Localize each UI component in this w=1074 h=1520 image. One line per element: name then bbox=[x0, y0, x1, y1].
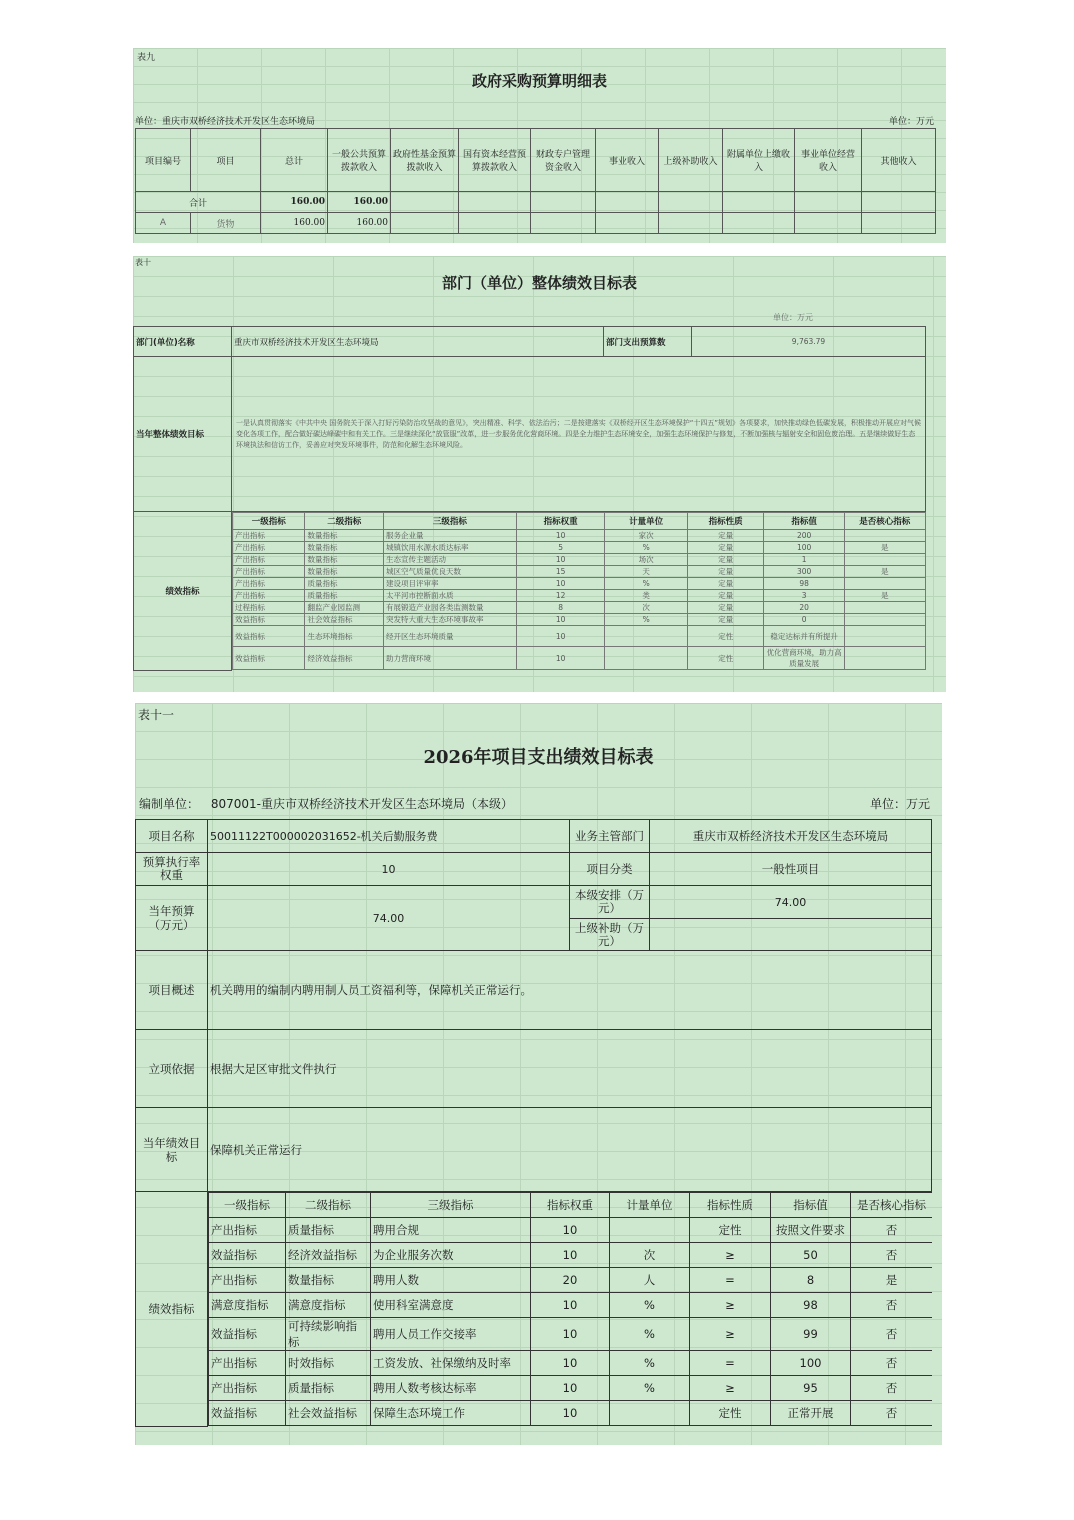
sheet-table10 bbox=[133, 256, 946, 692]
indicator-cell: 突发特大重大生态环境事故率 bbox=[383, 614, 516, 626]
column-header: 财政专户管理资金收入 bbox=[531, 129, 596, 192]
indicator-cell: 满意度指标 bbox=[286, 1293, 371, 1318]
column-header: 事业收入 bbox=[596, 129, 659, 192]
column-header: 是否核心指标 bbox=[851, 1193, 932, 1218]
indicator-cell: 10 bbox=[516, 626, 605, 647]
indicator-cell: 场次 bbox=[605, 554, 688, 566]
table-row bbox=[233, 647, 926, 670]
indicator-cell: 按照文件要求 bbox=[771, 1218, 851, 1243]
indicator-cell: 服务企业量 bbox=[383, 530, 516, 542]
indicator-cell: 定性 bbox=[690, 1401, 771, 1426]
indicator-cell: 助力营商环境 bbox=[383, 647, 516, 670]
category-label: 项目分类 bbox=[570, 853, 650, 886]
column-header: 一般公共预算拨款收入 bbox=[328, 129, 391, 192]
indicator-cell bbox=[610, 1218, 690, 1243]
indicator-cell: 产出指标 bbox=[209, 1351, 286, 1376]
indicator-cell: 可持续影响指标 bbox=[286, 1318, 371, 1351]
indicator-cell: 10 bbox=[531, 1243, 610, 1268]
table-row bbox=[233, 602, 926, 614]
table-row bbox=[233, 590, 926, 602]
column-header: 国有资本经营预算拨款收入 bbox=[459, 129, 531, 192]
table-row bbox=[209, 1293, 932, 1318]
indicator-cell: 200 bbox=[764, 530, 845, 542]
indicator-cell: 98 bbox=[764, 578, 845, 590]
indicator-cell: % bbox=[610, 1376, 690, 1401]
indicator-cell: 经济效益指标 bbox=[286, 1243, 371, 1268]
indicator-cell: 家次 bbox=[605, 530, 688, 542]
project-name-row bbox=[136, 820, 932, 853]
overview-value: 机关聘用的编制内聘用制人员工资福利等，保障机关正常运行。 bbox=[208, 951, 932, 1030]
table-row bbox=[233, 566, 926, 578]
indicator-cell: 产出指标 bbox=[233, 578, 305, 590]
indicator-cell: 工资发放、社保缴纳及时率 bbox=[371, 1351, 531, 1376]
indicator-cell: 否 bbox=[851, 1293, 932, 1318]
indicator-cell: 产出指标 bbox=[209, 1376, 286, 1401]
indicator-cell: = bbox=[690, 1351, 771, 1376]
item-general: 160.00 bbox=[328, 213, 391, 234]
indicator-cell: 优化营商环境，助力高质量发展 bbox=[764, 647, 845, 670]
indicator-cell: 100 bbox=[771, 1351, 851, 1376]
local-label: 本级安排（万元） bbox=[570, 886, 650, 919]
goal-label: 当年整体绩效目标 bbox=[134, 357, 232, 512]
table-header-row bbox=[209, 1193, 932, 1218]
upper-value bbox=[650, 919, 932, 951]
indicator-cell: 产出指标 bbox=[209, 1218, 286, 1243]
indicator-cell: 定性 bbox=[687, 626, 763, 647]
indicator-cell: % bbox=[610, 1318, 690, 1351]
local-value: 74.00 bbox=[650, 886, 932, 919]
indicator-cell bbox=[605, 647, 688, 670]
indicator-cell: 10 bbox=[531, 1401, 610, 1426]
exec-weight-label: 预算执行率权重 bbox=[136, 853, 208, 886]
budget-label: 当年预算（万元） bbox=[136, 886, 208, 951]
indicator-cell: % bbox=[610, 1351, 690, 1376]
column-header: 二级指标 bbox=[305, 513, 384, 530]
page-title: 2026年项目支出绩效目标表 bbox=[423, 747, 654, 768]
indicator-cell: 是 bbox=[844, 542, 925, 554]
budget-row bbox=[136, 886, 932, 919]
indicator-cell: 50 bbox=[771, 1243, 851, 1268]
unit-label: 单位：重庆市双桥经济技术开发区生态环境局 bbox=[135, 117, 316, 127]
table-row bbox=[233, 530, 926, 542]
indicator-cell: 聘用人数 bbox=[371, 1268, 531, 1293]
column-header: 三级指标 bbox=[383, 513, 516, 530]
indicator-cell: 8 bbox=[771, 1268, 851, 1293]
indicator-cell: 质量指标 bbox=[305, 590, 384, 602]
exec-weight-value: 10 bbox=[208, 853, 570, 886]
indicator-cell: 翻监产业园监测 bbox=[305, 602, 384, 614]
column-header: 三级指标 bbox=[371, 1193, 531, 1218]
indicator-cell: 建设项目评审率 bbox=[383, 578, 516, 590]
indicator-cell: 效益指标 bbox=[233, 614, 305, 626]
indicator-cell: 保障生态环境工作 bbox=[371, 1401, 531, 1426]
overview-label: 项目概述 bbox=[136, 951, 208, 1030]
total-value: 160.00 bbox=[261, 192, 328, 213]
indicator-cell: 否 bbox=[851, 1351, 932, 1376]
unit-label bbox=[139, 795, 513, 812]
indicator-cell: 数量指标 bbox=[286, 1268, 371, 1293]
indicator-cell: 生态宣传主题活动 bbox=[383, 554, 516, 566]
indicator-cell: 产出指标 bbox=[209, 1268, 286, 1293]
indicator-cell: 生态环境指标 bbox=[305, 626, 384, 647]
goal-value: 保障机关正常运行 bbox=[208, 1108, 932, 1192]
indicator-cell: 为企业服务次数 bbox=[371, 1243, 531, 1268]
budget-value: 74.00 bbox=[208, 886, 570, 951]
indicator-cell: 稳定达标并有所提升 bbox=[764, 626, 845, 647]
indicator-cell: 20 bbox=[764, 602, 845, 614]
indicator-cell: 产出指标 bbox=[233, 566, 305, 578]
currency-unit: 单位：万元 bbox=[773, 313, 813, 322]
column-header: 是否核心指标 bbox=[844, 513, 925, 530]
indicator-cell bbox=[844, 647, 925, 670]
indicators-label: 绩效指标 bbox=[136, 1192, 208, 1427]
project-name-label: 项目名称 bbox=[136, 820, 208, 853]
indicator-cell: 聘用人数考核达标率 bbox=[371, 1376, 531, 1401]
indicator-cell: 社会效益指标 bbox=[305, 614, 384, 626]
indicators-row bbox=[136, 1192, 932, 1427]
table-row bbox=[209, 1351, 932, 1376]
table-header-row bbox=[136, 129, 936, 192]
dept-label: 部门(单位)名称 bbox=[134, 327, 232, 357]
sheet-tag: 表十一 bbox=[138, 708, 175, 722]
total-label: 合计 bbox=[136, 192, 261, 213]
indicator-cell: 质量指标 bbox=[286, 1218, 371, 1243]
dept-row bbox=[134, 327, 926, 357]
goal-text: 一是认真贯彻落实《中共中央 国务院关于深入打好污染防治攻坚战的意见》，突出精准、科学、依法治污；二是按建落实《双桥经开区生态环境保护“十四五”规划》各项要求，加快推动绿色低碳发展，积极推动开展应对气候变化各项工作，配合做好碳达峰碳中和有关工作。三是继续深化“放管服”改革，进一步服务优化营商环境。四是全力维护生态环境安全，加强生态环境保护与修复，不断加强核与辐射安全和固危废治理。五是继续做好生态环境执法和信访工作，妥善应对突发环境事件，防范和化解生态环境风险。 bbox=[232, 357, 926, 512]
page-title: 部门（单位）整体绩效目标表 bbox=[441, 274, 637, 292]
indicator-cell: 次 bbox=[605, 602, 688, 614]
column-header: 指标值 bbox=[764, 513, 845, 530]
indicator-cell: 太平河市控断面水质 bbox=[383, 590, 516, 602]
column-header: 指标性质 bbox=[690, 1193, 771, 1218]
unit-left-value: 807001-重庆市双桥经济技术开发区生态环境局（本级） bbox=[210, 797, 513, 811]
indicator-cell bbox=[605, 626, 688, 647]
column-header: 政府性基金预算拨款收入 bbox=[391, 129, 459, 192]
indicator-cell: 否 bbox=[851, 1243, 932, 1268]
indicator-cell: 聘用合规 bbox=[371, 1218, 531, 1243]
basis-value: 根据大足区审批文件执行 bbox=[208, 1030, 932, 1108]
sheet-table9 bbox=[133, 48, 946, 243]
basis-row bbox=[136, 1030, 932, 1108]
indicator-cell: 经济效益指标 bbox=[305, 647, 384, 670]
indicator-cell bbox=[844, 554, 925, 566]
indicator-cell: 定量 bbox=[687, 554, 763, 566]
table-row bbox=[209, 1243, 932, 1268]
indicator-cell: 定量 bbox=[687, 590, 763, 602]
indicator-cell: 定性 bbox=[690, 1218, 771, 1243]
indicator-cell: 使用科室满意度 bbox=[371, 1293, 531, 1318]
column-header: 计量单位 bbox=[610, 1193, 690, 1218]
column-header: 总计 bbox=[261, 129, 328, 192]
dept-value: 重庆市双桥经济技术开发区生态环境局 bbox=[232, 327, 604, 357]
indicator-cell: 8 bbox=[516, 602, 605, 614]
indicator-cell: 次 bbox=[610, 1243, 690, 1268]
exec-weight-row bbox=[136, 853, 932, 886]
indicator-cell: = bbox=[690, 1268, 771, 1293]
table-row bbox=[209, 1268, 932, 1293]
dept-label: 业务主管部门 bbox=[570, 820, 650, 853]
indicator-cell: 10 bbox=[516, 554, 605, 566]
indicator-cell: 300 bbox=[764, 566, 845, 578]
indicator-cell: 产出指标 bbox=[233, 590, 305, 602]
indicator-cell: 是 bbox=[844, 566, 925, 578]
indicator-cell: 10 bbox=[531, 1218, 610, 1243]
basis-label: 立项依据 bbox=[136, 1030, 208, 1108]
goal-label: 当年绩效目标 bbox=[136, 1108, 208, 1192]
indicator-cell bbox=[844, 614, 925, 626]
sheet-tag: 表九 bbox=[137, 53, 156, 63]
unit-left-label: 编制单位： bbox=[139, 797, 200, 811]
indicator-table bbox=[232, 512, 926, 670]
indicator-cell: 数量指标 bbox=[305, 530, 384, 542]
table-row bbox=[233, 554, 926, 566]
overview-row bbox=[136, 951, 932, 1030]
indicator-cell: 效益指标 bbox=[209, 1401, 286, 1426]
page-title: 政府采购预算明细表 bbox=[471, 72, 607, 90]
currency-unit: 单位：万元 bbox=[869, 797, 930, 811]
indicator-cell: 1 bbox=[764, 554, 845, 566]
indicator-cell: 是 bbox=[851, 1268, 932, 1293]
column-header: 其他收入 bbox=[862, 129, 936, 192]
indicator-cell bbox=[844, 530, 925, 542]
table-row bbox=[233, 578, 926, 590]
indicator-cell: 社会效益指标 bbox=[286, 1401, 371, 1426]
item-code: A bbox=[136, 213, 191, 234]
indicator-cell: 经开区生态环境质量 bbox=[383, 626, 516, 647]
indicator-cell: 质量指标 bbox=[305, 578, 384, 590]
general-value: 160.00 bbox=[328, 192, 391, 213]
indicator-cell: 定量 bbox=[687, 566, 763, 578]
upper-label: 上级补助（万元） bbox=[570, 919, 650, 951]
indicator-cell: 3 bbox=[764, 590, 845, 602]
indicator-cell: 质量指标 bbox=[286, 1376, 371, 1401]
column-header: 项目编号 bbox=[136, 129, 191, 192]
indicators-label: 绩效指标 bbox=[134, 512, 232, 671]
budget-label: 部门支出预算数 bbox=[604, 327, 692, 357]
table-row bbox=[209, 1401, 932, 1426]
indicator-cell: 效益指标 bbox=[233, 647, 305, 670]
column-header: 指标权重 bbox=[531, 1193, 610, 1218]
column-header: 指标值 bbox=[771, 1193, 851, 1218]
sheet-table11 bbox=[135, 703, 942, 1445]
indicator-cell: 效益指标 bbox=[209, 1243, 286, 1268]
indicator-cell: 10 bbox=[531, 1293, 610, 1318]
currency-unit: 单位：万元 bbox=[888, 117, 934, 127]
goal-row bbox=[134, 357, 926, 512]
indicator-cell: ≥ bbox=[690, 1243, 771, 1268]
indicator-cell: 20 bbox=[531, 1268, 610, 1293]
column-header: 上级补助收入 bbox=[659, 129, 723, 192]
project-name-value: 50011122T000002031652-机关后勤服务费 bbox=[208, 820, 570, 853]
indicator-cell: 定量 bbox=[687, 614, 763, 626]
table-row bbox=[209, 1376, 932, 1401]
sheet-tag: 表十 bbox=[135, 258, 151, 267]
indicator-table bbox=[208, 1192, 932, 1426]
indicators-row bbox=[134, 512, 926, 671]
indicator-cell: 满意度指标 bbox=[209, 1293, 286, 1318]
column-header: 事业单位经营收入 bbox=[795, 129, 862, 192]
column-header: 附属单位上缴收入 bbox=[723, 129, 795, 192]
table-row bbox=[209, 1218, 932, 1243]
column-header: 一级指标 bbox=[233, 513, 305, 530]
indicator-cell: % bbox=[605, 578, 688, 590]
indicator-cell: 是 bbox=[844, 590, 925, 602]
indicator-cell: ≥ bbox=[690, 1376, 771, 1401]
indicator-cell: 类 bbox=[605, 590, 688, 602]
indicator-cell: 数量指标 bbox=[305, 566, 384, 578]
indicator-cell: 定量 bbox=[687, 578, 763, 590]
indicator-cell: 产出指标 bbox=[233, 530, 305, 542]
table-header-row bbox=[233, 513, 926, 530]
column-header: 计量单位 bbox=[605, 513, 688, 530]
indicator-cell: 定性 bbox=[687, 647, 763, 670]
indicator-cell: 正常开展 bbox=[771, 1401, 851, 1426]
indicator-cell bbox=[844, 602, 925, 614]
indicator-cell: 有展锻造产业园各类监测数量 bbox=[383, 602, 516, 614]
indicator-cell: 数量指标 bbox=[305, 542, 384, 554]
indicator-cell: 0 bbox=[764, 614, 845, 626]
column-header: 项目 bbox=[191, 129, 261, 192]
budget-value: 9,763.79 bbox=[692, 327, 926, 357]
column-header: 二级指标 bbox=[286, 1193, 371, 1218]
indicator-cell: 98 bbox=[771, 1293, 851, 1318]
indicator-cell: 10 bbox=[516, 614, 605, 626]
table-row bbox=[233, 614, 926, 626]
indicator-cell: 效益指标 bbox=[209, 1318, 286, 1351]
column-header: 一级指标 bbox=[209, 1193, 286, 1218]
indicator-cell: 效益指标 bbox=[233, 626, 305, 647]
indicator-cell: 否 bbox=[851, 1318, 932, 1351]
indicator-cell: 否 bbox=[851, 1401, 932, 1426]
indicator-cell: 城区空气质量优良天数 bbox=[383, 566, 516, 578]
indicator-cell: 5 bbox=[516, 542, 605, 554]
table-row bbox=[209, 1318, 932, 1351]
indicator-cell: 99 bbox=[771, 1318, 851, 1351]
column-header: 指标性质 bbox=[687, 513, 763, 530]
indicator-cell: 产出指标 bbox=[233, 554, 305, 566]
indicator-cell: 过程指标 bbox=[233, 602, 305, 614]
column-header: 指标权重 bbox=[516, 513, 605, 530]
table-row bbox=[136, 213, 936, 234]
goal-row bbox=[136, 1108, 932, 1192]
indicator-cell: 否 bbox=[851, 1376, 932, 1401]
indicator-cell: ≥ bbox=[690, 1293, 771, 1318]
indicator-cell: % bbox=[610, 1293, 690, 1318]
indicator-cell: 10 bbox=[531, 1351, 610, 1376]
category-value: 一般性项目 bbox=[650, 853, 932, 886]
indicator-cell: 95 bbox=[771, 1376, 851, 1401]
dept-value: 重庆市双桥经济技术开发区生态环境局 bbox=[650, 820, 932, 853]
indicator-cell: 100 bbox=[764, 542, 845, 554]
indicator-cell bbox=[610, 1401, 690, 1426]
indicator-cell: % bbox=[605, 614, 688, 626]
indicator-cell: 城镇饮用水源水质达标率 bbox=[383, 542, 516, 554]
project-performance-table bbox=[135, 819, 932, 1427]
procurement-table bbox=[135, 128, 936, 234]
indicator-cell: 天 bbox=[605, 566, 688, 578]
indicator-cell: ≥ bbox=[690, 1318, 771, 1351]
indicator-cell: 定量 bbox=[687, 542, 763, 554]
indicator-cell: 人 bbox=[610, 1268, 690, 1293]
indicator-cell: 时效指标 bbox=[286, 1351, 371, 1376]
indicator-cell: 数量指标 bbox=[305, 554, 384, 566]
indicator-cell: 聘用人员工作交接率 bbox=[371, 1318, 531, 1351]
indicator-cell: 10 bbox=[531, 1318, 610, 1351]
indicator-cell: 10 bbox=[516, 578, 605, 590]
dept-performance-table bbox=[133, 326, 926, 671]
indicator-cell: 10 bbox=[516, 530, 605, 542]
indicator-cell bbox=[844, 626, 925, 647]
table-row bbox=[233, 542, 926, 554]
table-row bbox=[233, 626, 926, 647]
indicator-cell: 15 bbox=[516, 566, 605, 578]
indicator-cell: 12 bbox=[516, 590, 605, 602]
indicator-cell: 10 bbox=[516, 647, 605, 670]
indicator-cell bbox=[844, 578, 925, 590]
indicator-cell: 产出指标 bbox=[233, 542, 305, 554]
item-name: 货物 bbox=[191, 213, 261, 234]
item-total: 160.00 bbox=[261, 213, 328, 234]
indicator-cell: 10 bbox=[531, 1376, 610, 1401]
indicator-cell: 定量 bbox=[687, 530, 763, 542]
indicator-cell: 定量 bbox=[687, 602, 763, 614]
indicator-cell: % bbox=[605, 542, 688, 554]
indicator-cell: 否 bbox=[851, 1218, 932, 1243]
table-total-row bbox=[136, 192, 936, 213]
